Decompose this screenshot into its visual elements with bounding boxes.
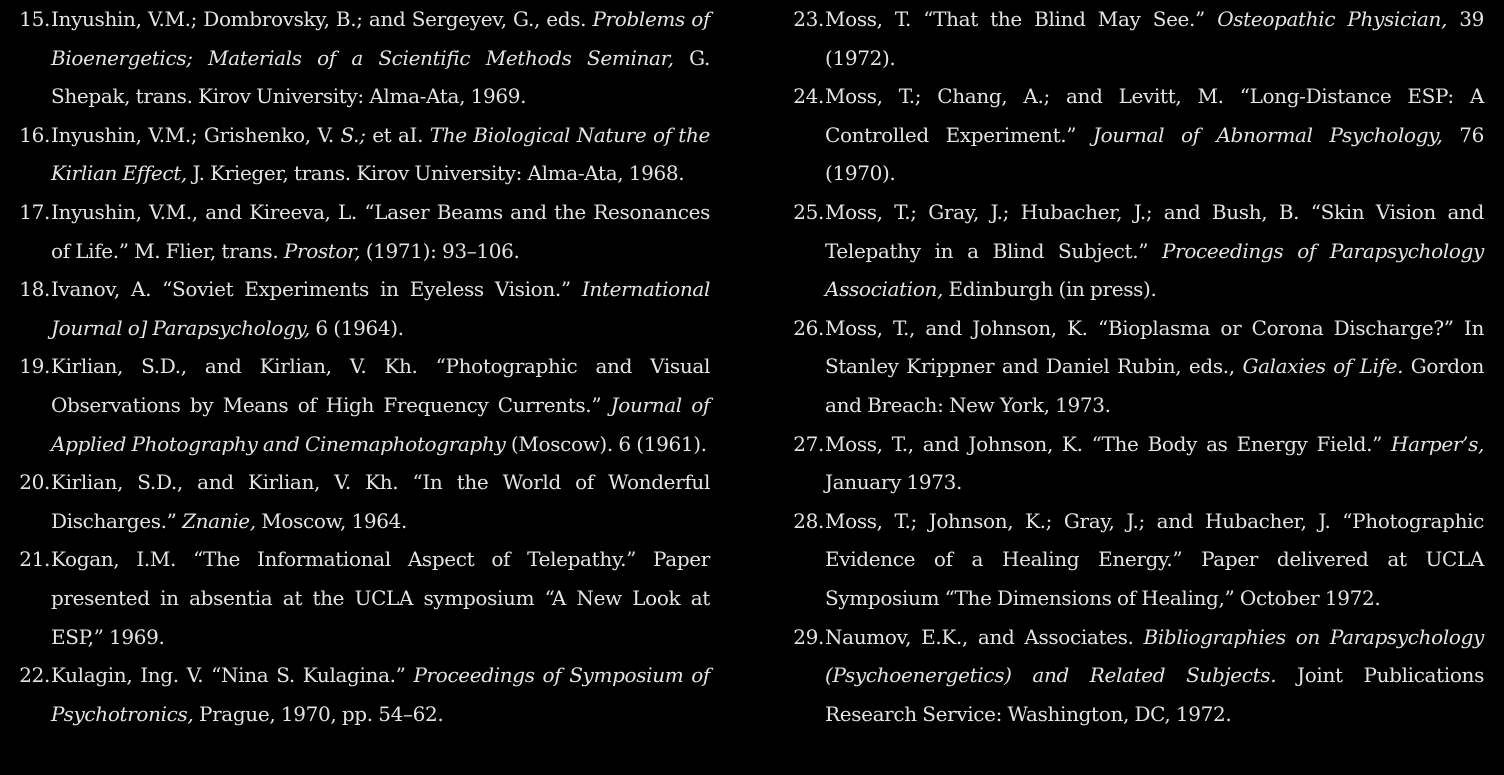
reference-text [51, 540, 710, 656]
reference-title-italic: The Biological Nature of the Kirlian Effect, [51, 122, 710, 186]
reference-text-segment: 6 (1964). [309, 315, 404, 340]
left-column [12, 0, 710, 733]
reference-text-segment: Moss, T., and Johnson, K. “The Body as Energy Field.” [825, 431, 1392, 456]
reference-text-segment: Moss, T.; Gray, J.; Hubacher, J.; and Bush, B. “Skin Vision and Telepathy in a Blind Subject.” [825, 199, 1484, 263]
reference-text-segment: Gordon and Breach: New York, 1973. [825, 354, 1484, 417]
reference-number: 16. [19, 122, 50, 147]
reference-text [825, 425, 1484, 502]
reference-number: 25. [793, 199, 824, 224]
reference-text [825, 77, 1484, 193]
reference-text [51, 0, 710, 116]
reference-title-italic: Journal of Applied Photography and Cinemaphotography [51, 392, 710, 456]
reference-number: 27. [793, 431, 824, 456]
reference-text-segment: 76 (1970). [825, 122, 1484, 186]
reference-text-segment: Prague, 1970, pp. 54–62. [193, 701, 444, 726]
reference-text-segment: Edinburgh (in press). [943, 277, 1157, 302]
reference-title-italic: S.; [340, 122, 366, 147]
reference-text-segment: (Moscow). 6 (1961). [505, 431, 707, 456]
reference-list-right [786, 0, 1484, 733]
reference-text-segment: Kogan, I.M. “The Informational Aspect of Telepathy.” Paper presented in absentia at the UCLA symposium “A New Look at ESP,” 1969. [51, 547, 710, 649]
reference-number: 21. [19, 547, 50, 572]
reference-number: 22. [19, 663, 50, 688]
reference-entry [786, 309, 1484, 425]
reference-number: 29. [793, 624, 824, 649]
reference-number: 26. [793, 315, 824, 340]
reference-text [825, 309, 1484, 425]
reference-entry [12, 0, 710, 116]
reference-title-italic: Prostor, [283, 238, 361, 263]
reference-text [825, 0, 1484, 77]
reference-entry [786, 502, 1484, 618]
reference-title-italic: Znanie, [182, 508, 256, 533]
reference-text-segment: January 1973. [825, 470, 963, 495]
reference-text-segment: Moss, T.; Chang, A.; and Levitt, M. “Long-Distance ESP: A Controlled Experiment.” [825, 84, 1484, 147]
reference-text-segment: Kirlian, S.D., and Kirlian, V. Kh. “Photographic and Visual Observations by Means of High Frequency Currents.” [51, 354, 710, 417]
reference-number: 24. [793, 84, 824, 109]
reference-entry [12, 463, 710, 540]
reference-number: 18. [19, 277, 50, 302]
reference-text-segment: Moss, T.; Johnson, K.; Gray, J.; and Hubacher, J. “Photographic Evidence of a Healing Energy.” Paper delivered at UCLA Symposium “The Dimensions of Healing,” October 1972. [825, 508, 1484, 610]
reference-text-segment: J. Krieger, trans. Kirov University: Alma-Ata, 1968. [186, 161, 685, 186]
right-column [786, 0, 1484, 733]
reference-entry [786, 193, 1484, 309]
reference-text-segment: Inyushin, V.M.; Grishenko, V. [51, 122, 341, 147]
reference-title-italic: International Journal o] Parapsychology, [51, 277, 710, 340]
reference-title-italic: Harper’s, [1391, 431, 1484, 456]
reference-text-segment: et aI. [365, 122, 430, 147]
reference-entry [786, 618, 1484, 734]
reference-title-italic: Osteopathic Physician, [1217, 7, 1447, 31]
reference-text-segment: Naumov, E.K., and Associates. [825, 624, 1144, 649]
reference-title-italic: Journal of Abnormal Psychology, [1092, 122, 1443, 147]
reference-entry [12, 193, 710, 270]
reference-text [825, 502, 1484, 618]
reference-text-segment: G. Shepak, trans. Kirov University: Alma-Ata, 1969. [51, 45, 710, 109]
reference-text-segment: Moss, T., and Johnson, K. “Bioplasma or Corona Discharge?” In Stanley Krippner and Daniel Rubin, eds., [825, 315, 1484, 379]
reference-entry [786, 425, 1484, 502]
reference-text [825, 193, 1484, 309]
reference-entry [12, 540, 710, 656]
reference-text-segment: (1971): 93–106. [360, 238, 520, 263]
reference-entry [12, 116, 710, 193]
reference-entry [786, 77, 1484, 193]
reference-title-italic: Bibliographies on Parapsychology (Psychoenergetics) and Related Subjects. [825, 624, 1484, 688]
reference-text-segment: Ivanov, A. “Soviet Experiments in Eyeless Vision.” [51, 277, 582, 302]
reference-entry [12, 347, 710, 463]
reference-number: 20. [19, 470, 50, 495]
reference-text [51, 270, 710, 347]
reference-entry [786, 0, 1484, 77]
reference-text [51, 347, 710, 463]
reference-number: 17. [19, 199, 50, 224]
reference-text-segment: Joint Publications Research Service: Washington, DC, 1972. [825, 663, 1484, 726]
reference-text-segment: Inyushin, V.M., and Kireeva, L. “Laser Beams and the Resonances of Life.” M. Flier, trans. [51, 199, 710, 263]
reference-number: 28. [793, 508, 824, 533]
reference-number: 19. [19, 354, 50, 379]
reference-text-segment: Kirlian, S.D., and Kirlian, V. Kh. “In the World of Wonderful Discharges.” [51, 470, 710, 533]
reference-text-segment: Moss, T. “That the Blind May See.” [825, 7, 1218, 31]
reference-text-segment: Kulagin, Ing. V. “Nina S. Kulagina.” [51, 663, 414, 688]
reference-entry [12, 656, 710, 733]
reference-number: 15. [19, 7, 50, 31]
reference-text-segment: Inyushin, V.M.; Dombrovsky, B.; and Sergeyev, G., eds. [51, 7, 593, 31]
reference-list-left [12, 0, 710, 733]
reference-title-italic: Proceedings of Parapsychology Association, [825, 238, 1484, 302]
reference-text [825, 618, 1484, 734]
reference-title-italic: Proceedings of Symposium of Psychotronics, [51, 663, 710, 726]
reference-text-segment: 39 (1972). [825, 7, 1485, 70]
reference-title-italic: Problems of Bioenergetics; Materials of a Scientific Methods Seminar, [51, 7, 710, 70]
reference-number: 23. [793, 7, 824, 31]
reference-text [51, 463, 710, 540]
reference-text [51, 116, 710, 193]
reference-text [51, 193, 710, 270]
reference-title-italic: Galaxies of Life. [1242, 354, 1404, 379]
reference-entry [12, 270, 710, 347]
reference-text-segment: Moscow, 1964. [255, 508, 407, 533]
reference-text [51, 656, 710, 733]
